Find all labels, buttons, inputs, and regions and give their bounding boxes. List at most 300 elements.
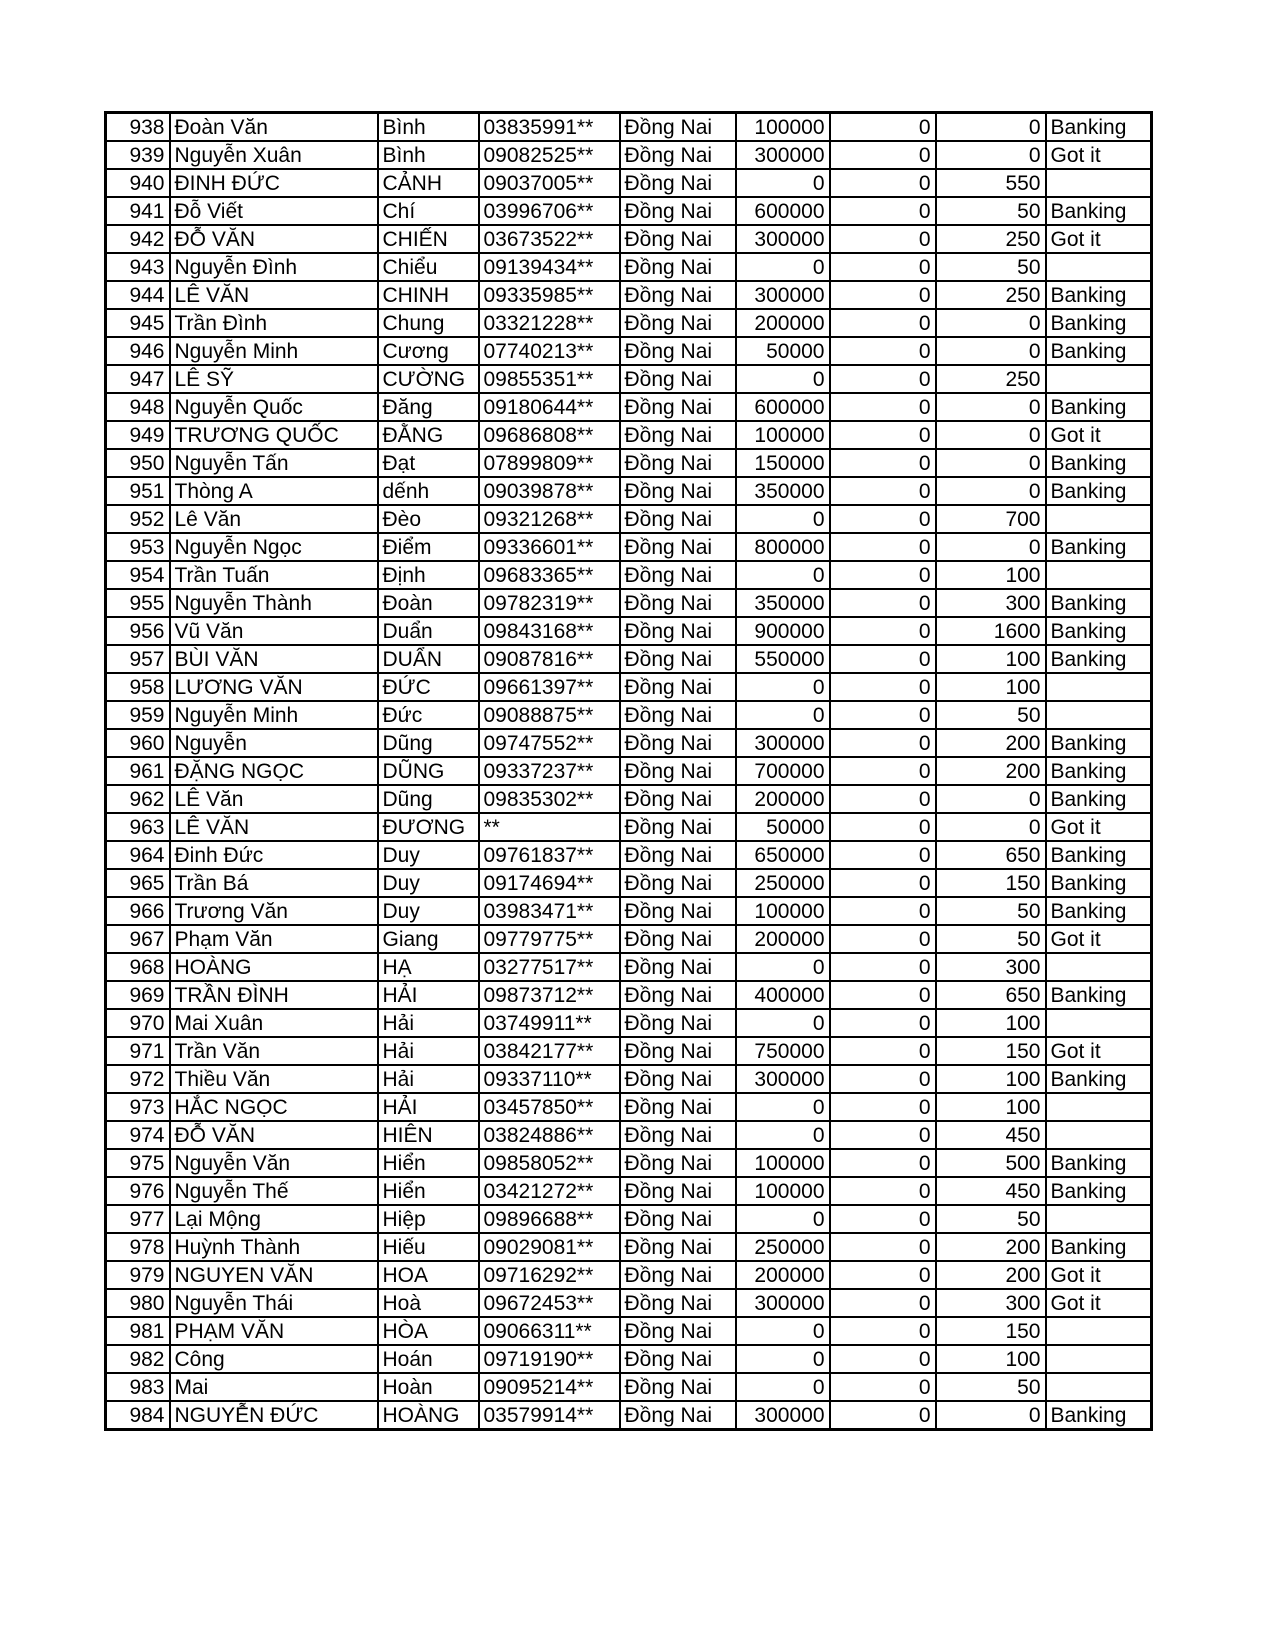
- phone-cell: 09843168**: [479, 617, 620, 645]
- province-cell: Đồng Nai: [620, 337, 736, 365]
- amount-cell: 0: [736, 953, 830, 981]
- row-number-cell: 943: [106, 253, 170, 281]
- province-cell: Đồng Nai: [620, 1121, 736, 1149]
- points-cell: 50: [936, 253, 1046, 281]
- first-name-cell: ĐỨC: [378, 673, 479, 701]
- value-cell: 0: [830, 337, 936, 365]
- phone-cell: 09761837**: [479, 841, 620, 869]
- province-cell: Đồng Nai: [620, 477, 736, 505]
- last-name-cell: LÊ SỸ: [170, 365, 378, 393]
- province-cell: Đồng Nai: [620, 701, 736, 729]
- amount-cell: 300000: [736, 281, 830, 309]
- first-name-cell: Đạt: [378, 449, 479, 477]
- row-number-cell: 945: [106, 309, 170, 337]
- row-number-cell: 946: [106, 337, 170, 365]
- points-cell: 450: [936, 1177, 1046, 1205]
- province-cell: Đồng Nai: [620, 561, 736, 589]
- points-cell: 200: [936, 1233, 1046, 1261]
- amount-cell: 700000: [736, 757, 830, 785]
- row-number-cell: 955: [106, 589, 170, 617]
- value-cell: 0: [830, 477, 936, 505]
- phone-cell: 09174694**: [479, 869, 620, 897]
- province-cell: Đồng Nai: [620, 1317, 736, 1345]
- province-cell: Đồng Nai: [620, 141, 736, 169]
- payment-method-cell: Got it: [1046, 925, 1152, 953]
- value-cell: 0: [830, 813, 936, 841]
- table-row: [106, 1065, 1152, 1093]
- last-name-cell: Nguyễn Tấn: [170, 449, 378, 477]
- value-cell: 0: [830, 785, 936, 813]
- province-cell: Đồng Nai: [620, 785, 736, 813]
- points-cell: 150: [936, 869, 1046, 897]
- payment-method-cell: [1046, 1317, 1152, 1345]
- table-row: [106, 477, 1152, 505]
- points-cell: 100: [936, 561, 1046, 589]
- amount-cell: 0: [736, 673, 830, 701]
- amount-cell: 0: [736, 1317, 830, 1345]
- payment-method-cell: [1046, 169, 1152, 197]
- payment-method-cell: Banking: [1046, 337, 1152, 365]
- amount-cell: 600000: [736, 197, 830, 225]
- first-name-cell: DŨNG: [378, 757, 479, 785]
- first-name-cell: Dũng: [378, 785, 479, 813]
- points-cell: 550: [936, 169, 1046, 197]
- phone-cell: 03277517**: [479, 953, 620, 981]
- last-name-cell: Nguyễn: [170, 729, 378, 757]
- points-cell: 0: [936, 141, 1046, 169]
- value-cell: 0: [830, 981, 936, 1009]
- amount-cell: 150000: [736, 449, 830, 477]
- province-cell: Đồng Nai: [620, 253, 736, 281]
- first-name-cell: Hoán: [378, 1345, 479, 1373]
- first-name-cell: Đức: [378, 701, 479, 729]
- row-number-cell: 974: [106, 1121, 170, 1149]
- payment-method-cell: Banking: [1046, 981, 1152, 1009]
- province-cell: Đồng Nai: [620, 1233, 736, 1261]
- value-cell: 0: [830, 281, 936, 309]
- payment-method-cell: [1046, 1009, 1152, 1037]
- phone-cell: 03842177**: [479, 1037, 620, 1065]
- value-cell: 0: [830, 617, 936, 645]
- table-row: [106, 1289, 1152, 1317]
- province-cell: Đồng Nai: [620, 1177, 736, 1205]
- amount-cell: 100000: [736, 113, 830, 142]
- province-cell: Đồng Nai: [620, 1093, 736, 1121]
- row-number-cell: 983: [106, 1373, 170, 1401]
- points-cell: 0: [936, 477, 1046, 505]
- last-name-cell: Nguyễn Minh: [170, 337, 378, 365]
- phone-cell: 03457850**: [479, 1093, 620, 1121]
- phone-cell: 09139434**: [479, 253, 620, 281]
- row-number-cell: 947: [106, 365, 170, 393]
- province-cell: Đồng Nai: [620, 1401, 736, 1430]
- table-row: [106, 1261, 1152, 1289]
- table-row: [106, 393, 1152, 421]
- phone-cell: **: [479, 813, 620, 841]
- table-row: [106, 253, 1152, 281]
- province-cell: Đồng Nai: [620, 1149, 736, 1177]
- amount-cell: 300000: [736, 1065, 830, 1093]
- value-cell: 0: [830, 589, 936, 617]
- amount-cell: 0: [736, 1009, 830, 1037]
- phone-cell: 09672453**: [479, 1289, 620, 1317]
- row-number-cell: 978: [106, 1233, 170, 1261]
- province-cell: Đồng Nai: [620, 673, 736, 701]
- phone-cell: 09337237**: [479, 757, 620, 785]
- row-number-cell: 980: [106, 1289, 170, 1317]
- payment-method-cell: [1046, 561, 1152, 589]
- province-cell: Đồng Nai: [620, 1037, 736, 1065]
- value-cell: 0: [830, 1149, 936, 1177]
- phone-cell: 03749911**: [479, 1009, 620, 1037]
- points-cell: 150: [936, 1317, 1046, 1345]
- first-name-cell: CHINH: [378, 281, 479, 309]
- first-name-cell: Hải: [378, 1037, 479, 1065]
- points-cell: 300: [936, 589, 1046, 617]
- first-name-cell: Điểm: [378, 533, 479, 561]
- province-cell: Đồng Nai: [620, 1065, 736, 1093]
- amount-cell: 550000: [736, 645, 830, 673]
- last-name-cell: LƯƠNG VĂN: [170, 673, 378, 701]
- table-row: [106, 365, 1152, 393]
- value-cell: 0: [830, 197, 936, 225]
- last-name-cell: Đinh Đức: [170, 841, 378, 869]
- last-name-cell: Đoàn Văn: [170, 113, 378, 142]
- points-cell: 1600: [936, 617, 1046, 645]
- value-cell: 0: [830, 1093, 936, 1121]
- last-name-cell: LÊ VĂN: [170, 281, 378, 309]
- province-cell: Đồng Nai: [620, 589, 736, 617]
- phone-cell: 09335985**: [479, 281, 620, 309]
- last-name-cell: Trần Đình: [170, 309, 378, 337]
- phone-cell: 09719190**: [479, 1345, 620, 1373]
- amount-cell: 350000: [736, 589, 830, 617]
- phone-cell: 09716292**: [479, 1261, 620, 1289]
- phone-cell: 09779775**: [479, 925, 620, 953]
- table-row: [106, 1009, 1152, 1037]
- value-cell: 0: [830, 757, 936, 785]
- payment-method-cell: Banking: [1046, 645, 1152, 673]
- last-name-cell: HẮC NGỌC: [170, 1093, 378, 1121]
- province-cell: Đồng Nai: [620, 981, 736, 1009]
- value-cell: 0: [830, 645, 936, 673]
- last-name-cell: Mai: [170, 1373, 378, 1401]
- payment-method-cell: Banking: [1046, 533, 1152, 561]
- first-name-cell: Định: [378, 561, 479, 589]
- province-cell: Đồng Nai: [620, 729, 736, 757]
- last-name-cell: Nguyễn Minh: [170, 701, 378, 729]
- points-cell: 250: [936, 225, 1046, 253]
- province-cell: Đồng Nai: [620, 1261, 736, 1289]
- points-cell: 50: [936, 925, 1046, 953]
- table-row: [106, 785, 1152, 813]
- table-body: [106, 113, 1152, 1430]
- value-cell: 0: [830, 1065, 936, 1093]
- last-name-cell: Lê Văn: [170, 505, 378, 533]
- table-row: [106, 1149, 1152, 1177]
- last-name-cell: Vũ Văn: [170, 617, 378, 645]
- value-cell: 0: [830, 1121, 936, 1149]
- payment-method-cell: Banking: [1046, 841, 1152, 869]
- row-number-cell: 954: [106, 561, 170, 589]
- table-row: [106, 1093, 1152, 1121]
- payment-method-cell: Banking: [1046, 897, 1152, 925]
- payment-method-cell: Banking: [1046, 113, 1152, 142]
- province-cell: Đồng Nai: [620, 1373, 736, 1401]
- table-row: [106, 169, 1152, 197]
- first-name-cell: Đèo: [378, 505, 479, 533]
- points-cell: 450: [936, 1121, 1046, 1149]
- payment-method-cell: Got it: [1046, 141, 1152, 169]
- last-name-cell: NGUYỄN ĐỨC: [170, 1401, 378, 1430]
- row-number-cell: 963: [106, 813, 170, 841]
- points-cell: 0: [936, 785, 1046, 813]
- row-number-cell: 982: [106, 1345, 170, 1373]
- province-cell: Đồng Nai: [620, 953, 736, 981]
- province-cell: Đồng Nai: [620, 897, 736, 925]
- value-cell: 0: [830, 169, 936, 197]
- table-row: [106, 1345, 1152, 1373]
- row-number-cell: 969: [106, 981, 170, 1009]
- points-cell: 250: [936, 365, 1046, 393]
- last-name-cell: ĐẶNG NGỌC: [170, 757, 378, 785]
- phone-cell: 03983471**: [479, 897, 620, 925]
- points-cell: 50: [936, 701, 1046, 729]
- table-row: [106, 281, 1152, 309]
- row-number-cell: 977: [106, 1205, 170, 1233]
- amount-cell: 100000: [736, 1149, 830, 1177]
- province-cell: Đồng Nai: [620, 365, 736, 393]
- amount-cell: 650000: [736, 841, 830, 869]
- province-cell: Đồng Nai: [620, 757, 736, 785]
- first-name-cell: Duẩn: [378, 617, 479, 645]
- value-cell: 0: [830, 841, 936, 869]
- province-cell: Đồng Nai: [620, 113, 736, 142]
- points-cell: 50: [936, 1373, 1046, 1401]
- amount-cell: 300000: [736, 225, 830, 253]
- points-cell: 200: [936, 757, 1046, 785]
- table-row: [106, 869, 1152, 897]
- table-row: [106, 729, 1152, 757]
- last-name-cell: Nguyễn Thái: [170, 1289, 378, 1317]
- table-row: [106, 197, 1152, 225]
- first-name-cell: Dũng: [378, 729, 479, 757]
- value-cell: 0: [830, 925, 936, 953]
- row-number-cell: 960: [106, 729, 170, 757]
- value-cell: 0: [830, 1401, 936, 1430]
- results-table: [104, 111, 1153, 1431]
- table-row: [106, 897, 1152, 925]
- payment-method-cell: Banking: [1046, 1177, 1152, 1205]
- last-name-cell: Lại Mộng: [170, 1205, 378, 1233]
- table-row: [106, 113, 1152, 142]
- last-name-cell: Nguyễn Ngọc: [170, 533, 378, 561]
- last-name-cell: Nguyễn Văn: [170, 1149, 378, 1177]
- points-cell: 100: [936, 1093, 1046, 1121]
- payment-method-cell: [1046, 1093, 1152, 1121]
- first-name-cell: Duy: [378, 897, 479, 925]
- row-number-cell: 984: [106, 1401, 170, 1430]
- amount-cell: 0: [736, 1345, 830, 1373]
- first-name-cell: Chí: [378, 197, 479, 225]
- payment-method-cell: Got it: [1046, 1289, 1152, 1317]
- last-name-cell: Trần Văn: [170, 1037, 378, 1065]
- table-row: [106, 337, 1152, 365]
- phone-cell: 09835302**: [479, 785, 620, 813]
- amount-cell: 800000: [736, 533, 830, 561]
- row-number-cell: 965: [106, 869, 170, 897]
- first-name-cell: ĐẰNG: [378, 421, 479, 449]
- amount-cell: 250000: [736, 869, 830, 897]
- last-name-cell: Nguyễn Thế: [170, 1177, 378, 1205]
- amount-cell: 750000: [736, 1037, 830, 1065]
- row-number-cell: 964: [106, 841, 170, 869]
- first-name-cell: CƯỜNG: [378, 365, 479, 393]
- first-name-cell: DUẨN: [378, 645, 479, 673]
- value-cell: 0: [830, 1289, 936, 1317]
- value-cell: 0: [830, 393, 936, 421]
- payment-method-cell: Banking: [1046, 393, 1152, 421]
- last-name-cell: Công: [170, 1345, 378, 1373]
- province-cell: Đồng Nai: [620, 1345, 736, 1373]
- payment-method-cell: Banking: [1046, 785, 1152, 813]
- row-number-cell: 956: [106, 617, 170, 645]
- points-cell: 50: [936, 197, 1046, 225]
- points-cell: 0: [936, 309, 1046, 337]
- table-row: [106, 1317, 1152, 1345]
- last-name-cell: Mai Xuân: [170, 1009, 378, 1037]
- province-cell: Đồng Nai: [620, 309, 736, 337]
- amount-cell: 300000: [736, 729, 830, 757]
- points-cell: 650: [936, 841, 1046, 869]
- amount-cell: 200000: [736, 785, 830, 813]
- last-name-cell: Phạm Văn: [170, 925, 378, 953]
- phone-cell: 09095214**: [479, 1373, 620, 1401]
- row-number-cell: 939: [106, 141, 170, 169]
- last-name-cell: Trần Tuấn: [170, 561, 378, 589]
- points-cell: 200: [936, 729, 1046, 757]
- first-name-cell: Chiểu: [378, 253, 479, 281]
- first-name-cell: CHIẾN: [378, 225, 479, 253]
- amount-cell: 100000: [736, 897, 830, 925]
- points-cell: 100: [936, 1009, 1046, 1037]
- value-cell: 0: [830, 449, 936, 477]
- province-cell: Đồng Nai: [620, 449, 736, 477]
- payment-method-cell: Banking: [1046, 281, 1152, 309]
- phone-cell: 09683365**: [479, 561, 620, 589]
- last-name-cell: TRẦN ĐÌNH: [170, 981, 378, 1009]
- phone-cell: 03321228**: [479, 309, 620, 337]
- last-name-cell: LÊ Văn: [170, 785, 378, 813]
- amount-cell: 200000: [736, 1261, 830, 1289]
- value-cell: 0: [830, 1345, 936, 1373]
- payment-method-cell: Banking: [1046, 869, 1152, 897]
- amount-cell: 0: [736, 505, 830, 533]
- last-name-cell: Đỗ Viết: [170, 197, 378, 225]
- table-row: [106, 309, 1152, 337]
- amount-cell: 200000: [736, 925, 830, 953]
- payment-method-cell: Banking: [1046, 449, 1152, 477]
- value-cell: 0: [830, 365, 936, 393]
- value-cell: 0: [830, 1205, 936, 1233]
- first-name-cell: HÒA: [378, 1317, 479, 1345]
- table-row: [106, 645, 1152, 673]
- payment-method-cell: Banking: [1046, 589, 1152, 617]
- province-cell: Đồng Nai: [620, 393, 736, 421]
- first-name-cell: Duy: [378, 869, 479, 897]
- value-cell: 0: [830, 253, 936, 281]
- value-cell: 0: [830, 113, 936, 142]
- table-row: [106, 141, 1152, 169]
- payment-method-cell: [1046, 1373, 1152, 1401]
- amount-cell: 0: [736, 1205, 830, 1233]
- row-number-cell: 942: [106, 225, 170, 253]
- amount-cell: 300000: [736, 1401, 830, 1430]
- row-number-cell: 950: [106, 449, 170, 477]
- phone-cell: 09337110**: [479, 1065, 620, 1093]
- first-name-cell: Hải: [378, 1065, 479, 1093]
- payment-method-cell: Banking: [1046, 1065, 1152, 1093]
- points-cell: 0: [936, 813, 1046, 841]
- province-cell: Đồng Nai: [620, 1009, 736, 1037]
- payment-method-cell: Banking: [1046, 477, 1152, 505]
- amount-cell: 300000: [736, 141, 830, 169]
- first-name-cell: Giang: [378, 925, 479, 953]
- first-name-cell: CẢNH: [378, 169, 479, 197]
- amount-cell: 0: [736, 701, 830, 729]
- amount-cell: 0: [736, 561, 830, 589]
- value-cell: 0: [830, 533, 936, 561]
- table-row: [106, 1037, 1152, 1065]
- last-name-cell: LÊ VĂN: [170, 813, 378, 841]
- first-name-cell: Hiển: [378, 1177, 479, 1205]
- row-number-cell: 940: [106, 169, 170, 197]
- row-number-cell: 957: [106, 645, 170, 673]
- first-name-cell: Hiệp: [378, 1205, 479, 1233]
- points-cell: 700: [936, 505, 1046, 533]
- last-name-cell: TRƯƠNG QUỐC: [170, 421, 378, 449]
- amount-cell: 600000: [736, 393, 830, 421]
- last-name-cell: PHẠM VĂN: [170, 1317, 378, 1345]
- value-cell: 0: [830, 1037, 936, 1065]
- first-name-cell: HẢI: [378, 1093, 479, 1121]
- table-row: [106, 701, 1152, 729]
- province-cell: Đồng Nai: [620, 169, 736, 197]
- first-name-cell: Bình: [378, 141, 479, 169]
- first-name-cell: Đoàn: [378, 589, 479, 617]
- amount-cell: 0: [736, 1093, 830, 1121]
- value-cell: 0: [830, 225, 936, 253]
- table-row: [106, 1177, 1152, 1205]
- row-number-cell: 953: [106, 533, 170, 561]
- last-name-cell: ĐỖ VĂN: [170, 1121, 378, 1149]
- payment-method-cell: [1046, 505, 1152, 533]
- points-cell: 50: [936, 1205, 1046, 1233]
- value-cell: 0: [830, 1373, 936, 1401]
- payment-method-cell: Banking: [1046, 197, 1152, 225]
- phone-cell: 09873712**: [479, 981, 620, 1009]
- value-cell: 0: [830, 729, 936, 757]
- phone-cell: 03824886**: [479, 1121, 620, 1149]
- table-row: [106, 673, 1152, 701]
- table-row: [106, 449, 1152, 477]
- value-cell: 0: [830, 505, 936, 533]
- points-cell: 300: [936, 1289, 1046, 1317]
- payment-method-cell: Got it: [1046, 813, 1152, 841]
- province-cell: Đồng Nai: [620, 813, 736, 841]
- table-row: [106, 505, 1152, 533]
- table-row: [106, 533, 1152, 561]
